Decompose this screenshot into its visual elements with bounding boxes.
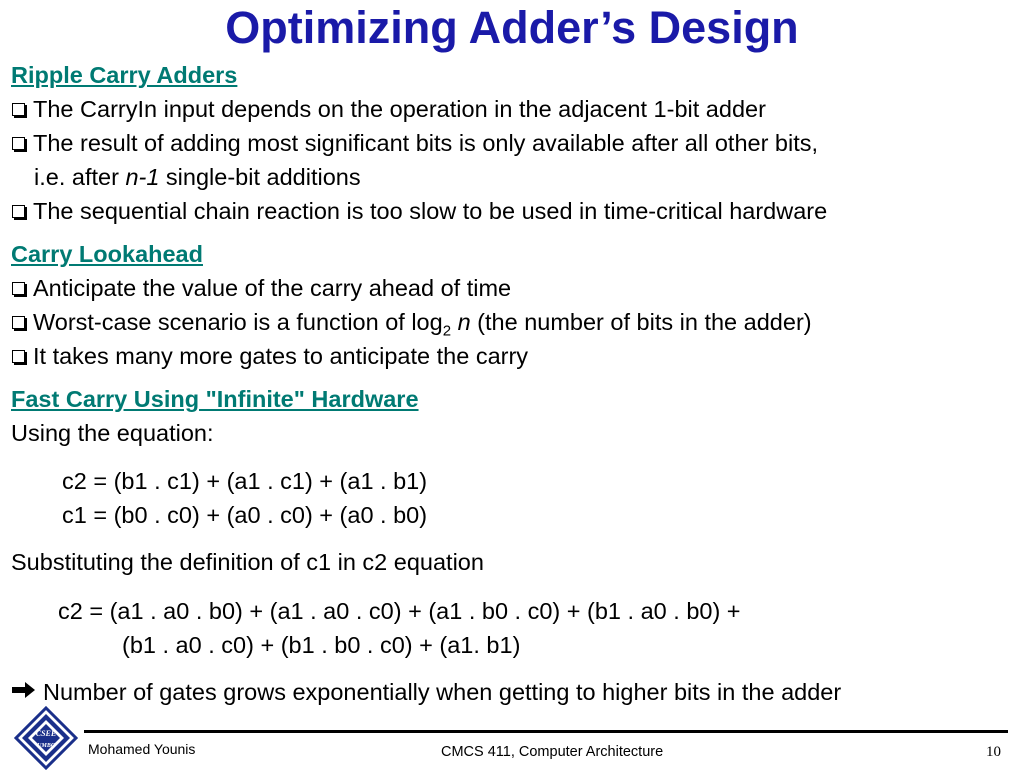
bullet-item	[11, 128, 818, 158]
italic-term: n-1	[125, 164, 160, 190]
footer-author: Mohamed Younis	[88, 741, 196, 757]
bullet-text: It takes many more gates to anticipate the carry	[33, 343, 529, 369]
equation-expanded-line1: c2 = (a1 . a0 . b0) + (a1 . a0 . c0) + (a1 . b0 . c0) + (b1 . a0 . b0) +	[58, 598, 741, 624]
equation-expanded-line2: (b1 . a0 . c0) + (b1 . b0 . c0) + (a1. b1)	[122, 632, 521, 658]
footer-divider	[84, 730, 1008, 733]
bullet-item	[11, 273, 511, 303]
substitution-text: Substituting the definition of c1 in c2 equation	[11, 549, 484, 575]
square-bullet-icon	[12, 350, 25, 363]
square-bullet-icon	[12, 282, 25, 295]
bullet-item	[11, 341, 528, 371]
bullet-text: The CarryIn input depends on the operation in the adjacent 1-bit adder	[33, 96, 766, 122]
svg-text:CSEE: CSEE	[35, 729, 57, 738]
square-bullet-icon	[12, 316, 25, 329]
footer-course: CMCS 411, Computer Architecture	[441, 744, 664, 760]
right-arrow-icon	[11, 677, 37, 707]
square-bullet-icon	[12, 137, 25, 150]
equation-c1: c1 = (b0 . c0) + (a0 . c0) + (a0 . b0)	[62, 502, 428, 528]
section-heading-ripple-carry: Ripple Carry Adders	[11, 62, 238, 88]
bullet-text: The result of adding most significant bits is only available after all other bits,	[33, 130, 819, 156]
equation-c2: c2 = (b1 . c1) + (a1 . c1) + (a1 . b1)	[62, 468, 428, 494]
svg-text:UMBC: UMBC	[37, 743, 55, 749]
bullet-item	[11, 94, 766, 124]
bullet-continuation: i.e. after n-1 single-bit additions	[34, 164, 361, 190]
page-number: 10	[986, 744, 1001, 760]
bullet-item	[11, 196, 827, 226]
conclusion-item	[11, 677, 841, 707]
square-bullet-icon	[12, 205, 25, 218]
csee-umbc-logo-icon	[14, 706, 78, 770]
bullet-text: The sequential chain reaction is too slow to be used in time-critical hardware	[33, 198, 828, 224]
intro-text: Using the equation:	[11, 420, 214, 446]
bullet-text: Anticipate the value of the carry ahead of time	[33, 275, 512, 301]
section-heading-carry-lookahead: Carry Lookahead	[11, 241, 203, 267]
section-heading-fast-carry: Fast Carry Using "Infinite" Hardware	[11, 386, 419, 412]
square-bullet-icon	[12, 103, 25, 116]
bullet-item: Worst-case scenario is a function of $\log_2 n$ (the number of bits in the adder)	[11, 307, 812, 347]
conclusion-text: Number of gates grows exponentially when getting to higher bits in the adder	[43, 679, 842, 705]
slide-title: Optimizing Adder’s Design	[225, 2, 799, 53]
